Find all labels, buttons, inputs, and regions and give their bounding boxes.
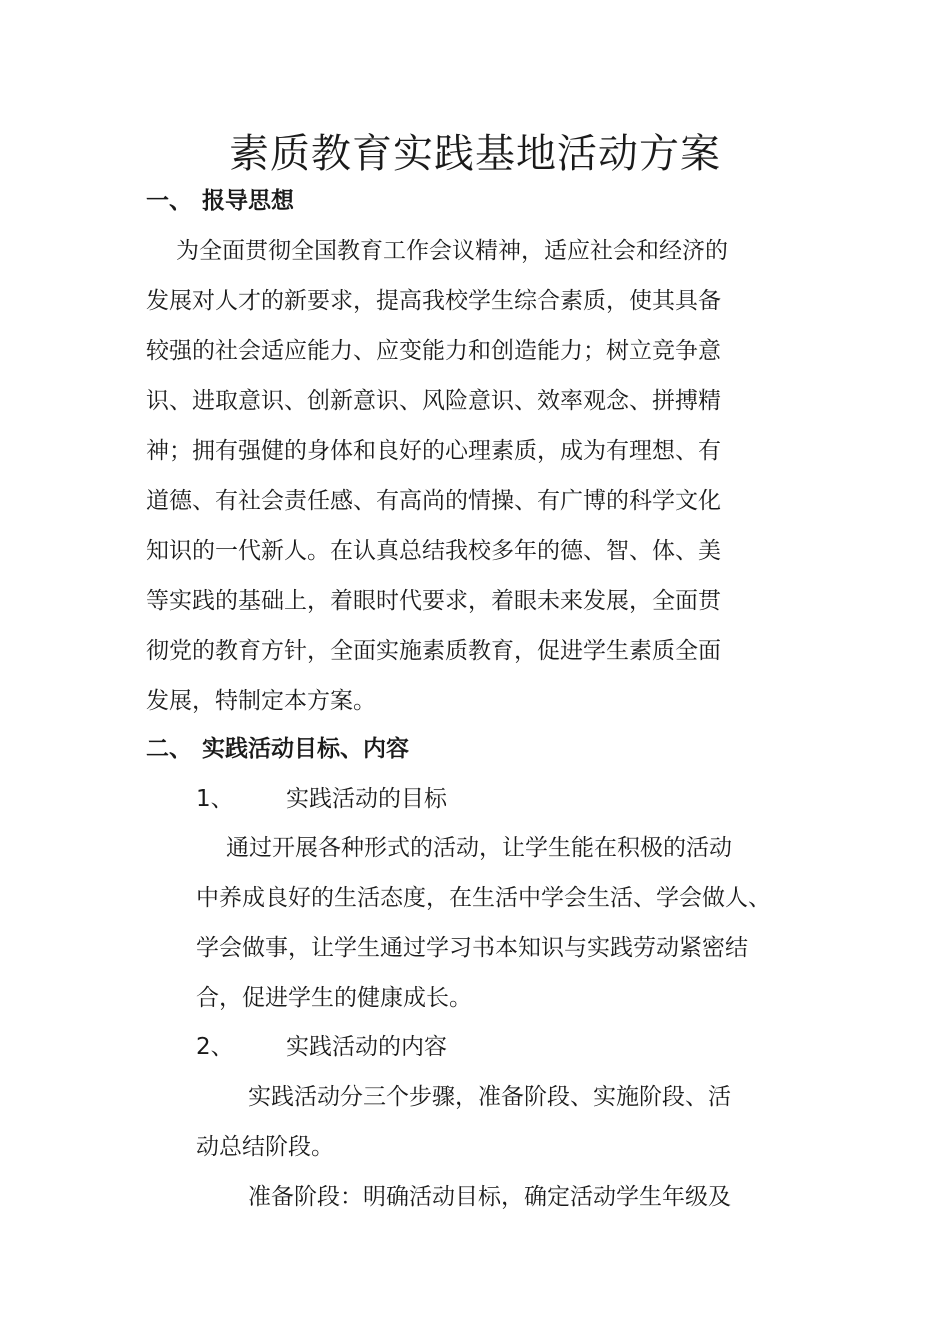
section-2-title: 实践活动目标、内容 (202, 736, 409, 762)
subsection-1-number: 1、 (196, 786, 234, 812)
paragraph-line: 较强的社会适应能力、应变能力和创造能力；树立竞争意 (146, 338, 721, 364)
preparation-stage-paragraph (196, 1172, 731, 1222)
subsection-2-paragraph (196, 1072, 731, 1172)
paragraph-line: 道德、有社会责任感、有高尚的情操、有广博的科学文化 (146, 488, 721, 514)
paragraph-line: 学会做事，让学生通过学习书本知识与实践劳动紧密结 (196, 935, 748, 961)
paragraph-line: 识、进取意识、创新意识、风险意识、效率观念、拼搏精 (146, 388, 721, 414)
paragraph-line: 知识的一代新人。在认真总结我校多年的德、智、体、美 (146, 538, 721, 564)
paragraph-line: 动总结阶段。 (196, 1134, 334, 1160)
subsection-1-paragraph (196, 823, 771, 1023)
section-1-paragraph (146, 226, 728, 726)
paragraph-line: 为全面贯彻全国教育工作会议精神，适应社会和经济的 (176, 238, 728, 264)
paragraph-line: 神；拥有强健的身体和良好的心理素质，成为有理想、有 (146, 438, 721, 464)
paragraph-line: 发展对人才的新要求，提高我校学生综合素质，使其具备 (146, 288, 721, 314)
paragraph-line: 等实践的基础上，着眼时代要求，着眼未来发展，全面贯 (146, 588, 721, 614)
paragraph-line: 发展，特制定本方案。 (146, 688, 376, 714)
paragraph-line: 准备阶段：明确活动目标，确定活动学生年级及 (248, 1184, 731, 1210)
section-2-heading (146, 734, 409, 764)
subsection-1-title: 实践活动的目标 (286, 786, 447, 812)
paragraph-line: 合，促进学生的健康成长。 (196, 985, 472, 1011)
section-1-heading (146, 186, 294, 216)
subsection-2-number: 2、 (196, 1034, 234, 1060)
subsection-2-title: 实践活动的内容 (286, 1034, 447, 1060)
paragraph-line: 通过开展各种形式的活动，让学生能在积极的活动 (226, 835, 732, 861)
section-1-title: 报导思想 (202, 188, 294, 214)
document-title: 素质教育实践基地活动方案 (229, 131, 721, 177)
section-2-number: 二、 (146, 736, 192, 762)
section-1-number: 一、 (146, 188, 192, 214)
subsection-1-heading (196, 784, 447, 814)
subsection-2-heading (196, 1032, 447, 1062)
paragraph-line: 彻党的教育方针，全面实施素质教育，促进学生素质全面 (146, 638, 721, 664)
paragraph-line: 实践活动分三个步骤，准备阶段、实施阶段、活 (248, 1084, 731, 1110)
paragraph-line: 中养成良好的生活态度，在生活中学会生活、学会做人、 (196, 885, 771, 911)
